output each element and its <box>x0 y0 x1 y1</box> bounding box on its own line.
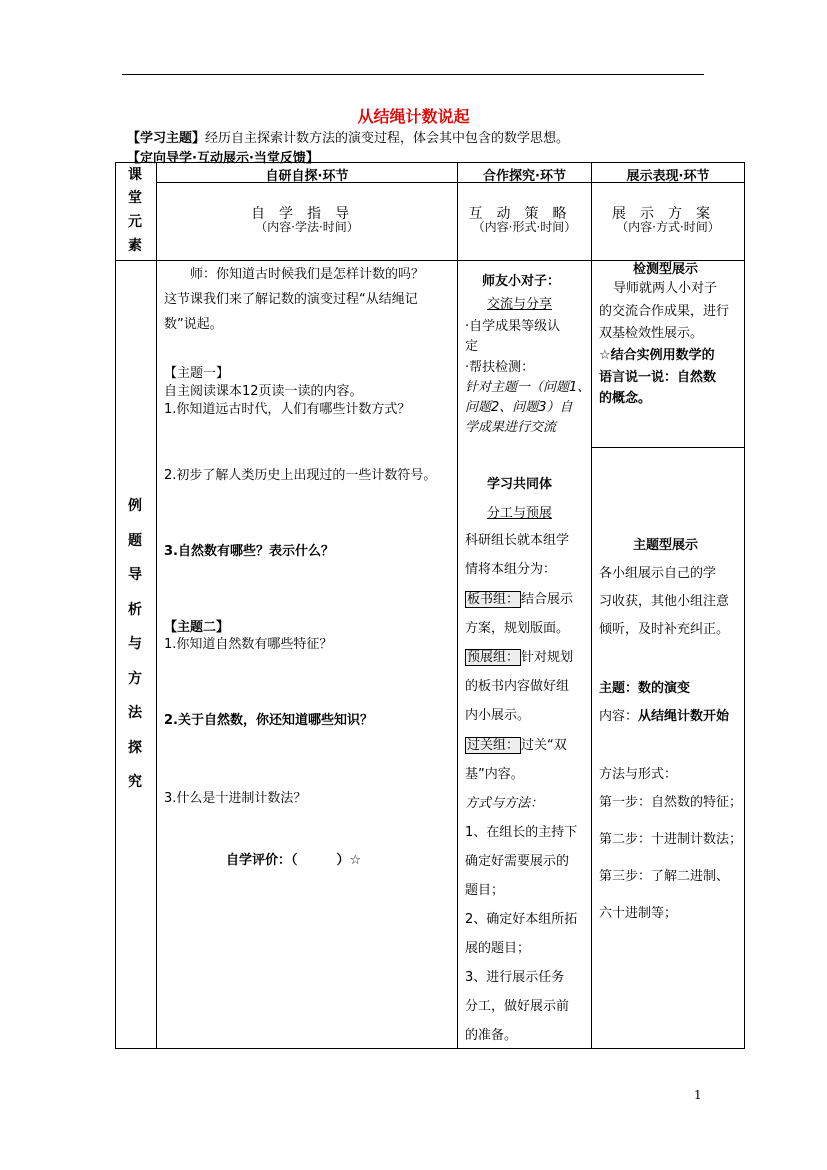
col3-title: 合作探究·环节 <box>483 169 566 184</box>
board-group-tag: 板书组： <box>467 592 520 607</box>
col1-char: 素 <box>128 238 142 254</box>
vertical-char: 究 <box>128 774 142 790</box>
col2-main-header: 自学指导 <box>251 206 363 222</box>
check-title: 检测型展示 <box>633 262 699 277</box>
theme-line: 方法与形式： <box>599 767 678 782</box>
question: 3.什么是十进制计数法？ <box>164 791 307 806</box>
pair-title: 师友小对子： <box>482 274 561 289</box>
method-line: 题目； <box>465 883 505 898</box>
vertical-char: 法 <box>128 705 142 721</box>
pair-line: ·帮扶检测： <box>465 360 535 375</box>
group-subtitle: 分工与预展 <box>487 506 553 521</box>
check-line: 语言说一说：自然数 <box>599 370 717 385</box>
theme-step: 第三步：了解二进制、 <box>599 869 730 884</box>
col2-title: 自研自探·环节 <box>265 169 349 184</box>
question: 2.初步了解人类历史上出现过的一些计数符号。 <box>164 468 437 483</box>
group-line: 过关组： 过关“双 <box>467 738 567 753</box>
col1-char: 课 <box>128 167 142 183</box>
col2-sub-header: （内容·学法·时间） <box>255 220 359 234</box>
col3-sub-header: （内容·形式·时间） <box>472 220 577 234</box>
method-line: 3、进行展示任务 <box>465 970 565 985</box>
group-line: 基”内容。 <box>465 767 524 782</box>
topic-one-label: 【主题一】 <box>164 366 230 381</box>
pair-line: 学成果进行交流 <box>465 420 557 435</box>
question: 3.自然数有哪些？表示什么？ <box>164 544 334 559</box>
table-border-right <box>744 162 745 1049</box>
table-col-divider-1 <box>156 162 157 1049</box>
col4-main-header: 展示方案 <box>612 206 724 222</box>
theme-step: 第二步：十进制计数法； <box>599 832 743 847</box>
pair-subtitle: 交流与分享 <box>487 297 553 312</box>
pair-line: 问题2、问题3）自 <box>465 400 573 415</box>
intro-line: 这节课我们来了解记数的演变过程“从结绳记 <box>164 292 418 307</box>
pair-line: 定 <box>465 339 479 354</box>
theme-label: 【学习主题】 <box>127 131 206 146</box>
pass-group-tag: 过关组： <box>467 738 520 753</box>
col1-char: 堂 <box>128 190 142 206</box>
guide-line: 【定向导学·互动展示·当堂反馈】 <box>127 151 319 166</box>
group-line: 内小展示。 <box>465 708 531 723</box>
col4-title: 展示表现·环节 <box>626 169 710 184</box>
question: 1.你知道自然数有哪些特征？ <box>164 637 333 652</box>
header-rule <box>122 74 704 75</box>
group-title: 学习共同体 <box>487 477 553 492</box>
group-line: 科研组长就本组学 <box>465 533 570 548</box>
method-line: 1、在组长的主持下 <box>465 825 578 840</box>
pair-line: 针对主题一（问题1、 <box>465 380 591 395</box>
group-line: 的板书内容做好组 <box>465 679 570 694</box>
theme-content: 内容：从结绳计数开始 <box>599 709 730 724</box>
question: 2.关于自然数，你还知道哪些知识？ <box>164 713 373 728</box>
theme-text: 经历自主探索计数方法的演变过程，体会其中包含的数学思想。 <box>205 131 570 146</box>
self-evaluation: 自学评价：（ ）☆ <box>226 853 362 868</box>
theme-line: 各小组展示自己的学 <box>599 566 717 581</box>
method-line: 分工，做好展示前 <box>465 999 570 1014</box>
preview-group-tag: 预展组： <box>467 650 520 665</box>
col4-split-line <box>591 447 745 448</box>
group-line: 情将本组分为： <box>465 562 557 577</box>
col4-sub-header: （内容·方式·时间） <box>616 220 720 234</box>
method-line: 展的题目； <box>465 941 531 956</box>
col1-char: 元 <box>128 214 142 230</box>
method-line: 确定好需要展示的 <box>465 854 570 869</box>
check-line: 双基检效性展示。 <box>599 326 704 341</box>
vertical-char: 探 <box>128 740 142 756</box>
group-line: 板书组： 结合展示 <box>467 592 574 607</box>
check-line: 导师就两人小对子 <box>613 281 718 296</box>
check-line: 的交流合作成果，进行 <box>599 304 730 319</box>
theme-line: 倾听，及时补充纠正。 <box>599 622 730 637</box>
intro-line: 师：你知道古时候我们是怎样计数的吗？ <box>190 267 425 282</box>
vertical-char: 导 <box>128 567 142 583</box>
page-number: 1 <box>694 1088 702 1102</box>
question: 1.你知道远古时代，人们有哪些计数方式？ <box>164 402 411 417</box>
theme-step: 六十进制等； <box>599 906 678 921</box>
theme-step: 第一步：自然数的特征； <box>599 795 743 810</box>
check-line: 的概念。 <box>599 391 652 406</box>
vertical-char: 例 <box>128 498 142 514</box>
vertical-char: 题 <box>128 533 142 549</box>
method-line: 2、确定好本组所拓 <box>465 912 578 927</box>
table-border-bottom <box>115 1048 745 1049</box>
group-line: 预展组： 针对规划 <box>467 650 574 665</box>
theme-topic: 主题：数的演变 <box>599 681 691 696</box>
topic-two-label: 【主题二】 <box>164 620 230 635</box>
theme-line: 习收获，其他小组注意 <box>599 594 730 609</box>
theme-show-title: 主题型展示 <box>633 538 699 553</box>
table-col-divider-3 <box>591 162 592 1049</box>
col3-main-header: 互动策略 <box>468 206 581 222</box>
check-line: ☆结合实例用数学的 <box>599 348 715 363</box>
reading-task: 自主阅读课本12页读一读的内容。 <box>164 384 363 399</box>
method-line: 的准备。 <box>465 1028 518 1043</box>
intro-line: 数”说起。 <box>164 317 223 332</box>
table-col-divider-2 <box>457 162 458 1049</box>
pair-line: ·自学成果等级认 <box>465 319 561 334</box>
page-title: 从结绳计数说起 <box>357 107 470 126</box>
method-title: 方式与方法： <box>465 796 544 811</box>
lesson-table <box>115 162 745 1049</box>
table-border-top <box>115 162 745 163</box>
group-line: 方案，规划版面。 <box>465 621 570 636</box>
theme-line <box>127 127 569 146</box>
vertical-char: 与 <box>128 636 142 652</box>
vertical-char: 析 <box>128 602 142 618</box>
vertical-char: 方 <box>128 671 142 687</box>
